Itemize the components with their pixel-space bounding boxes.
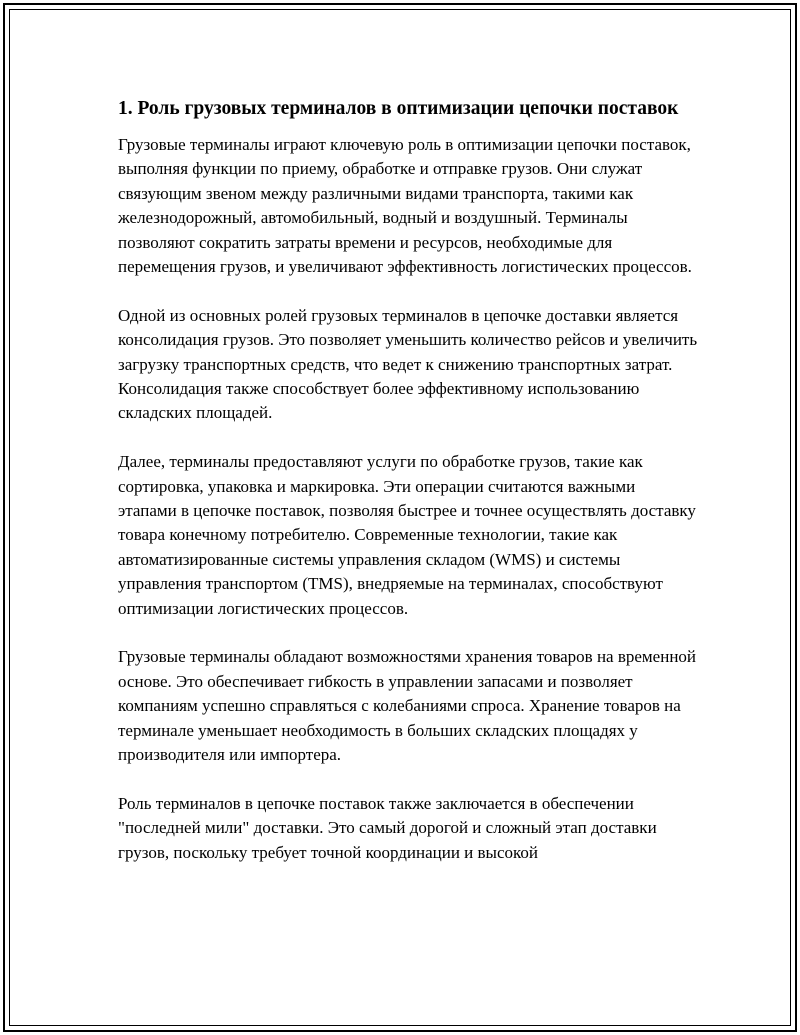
paragraph-4: Грузовые терминалы обладают возможностями хранения товаров на временной основе. Это обеспечивает гибкость в управлении запасами и позволяет компаниям успешно справляться с колебаниями спроса. Хранение товаров на терминале уменьшает необходимость в больших складских площадях у производителя или импортера. (118, 647, 697, 765)
document-body (118, 96, 698, 890)
paragraph-5: Роль терминалов в цепочке поставок также заключается в обеспечении "последней мили" доставки. Это самый дорогой и сложный этап доставки грузов, поскольку требует точной координации и высокой (118, 793, 657, 862)
paragraph-1: Грузовые терминалы играют ключевую роль в оптимизации цепочки поставок, выполняя функции по приему, обработке и отправке грузов. Они служат связующим звеном между различными видами транспорта, такими как железнодорожный, автомобильный, водный и воздушный. Терминалы позволяют сократить затраты времени и ресурсов, необходимые для перемещения грузов, и увеличивают эффективность логистических процессов. (118, 135, 692, 277)
paragraph-2: Одной из основных ролей грузовых терминалов в цепочке доставки является консолидация грузов. Это позволяет уменьшить количество рейсов и увеличить загрузку транспортных средств, что ведет к снижению транспортных затрат. Консолидация также способствует более эффективному использованию складских площадей. (118, 305, 698, 423)
section-heading: 1. Роль грузовых терминалов в оптимизации цепочки поставок (118, 98, 679, 119)
paragraph-3: Далее, терминалы предоставляют услуги по обработке грузов, такие как сортировка, упаковка и маркировка. Эти операции считаются важными этапами в цепочке поставок, позволяя быстрее и точнее осуществлять доставку товара конечному потребителю. Современные технологии, такие как автоматизированные системы управления складом (WMS) и системы управления транспортом (TMS), внедряемые на терминалах, способствуют оптимизации логистических процессов. (118, 452, 696, 618)
